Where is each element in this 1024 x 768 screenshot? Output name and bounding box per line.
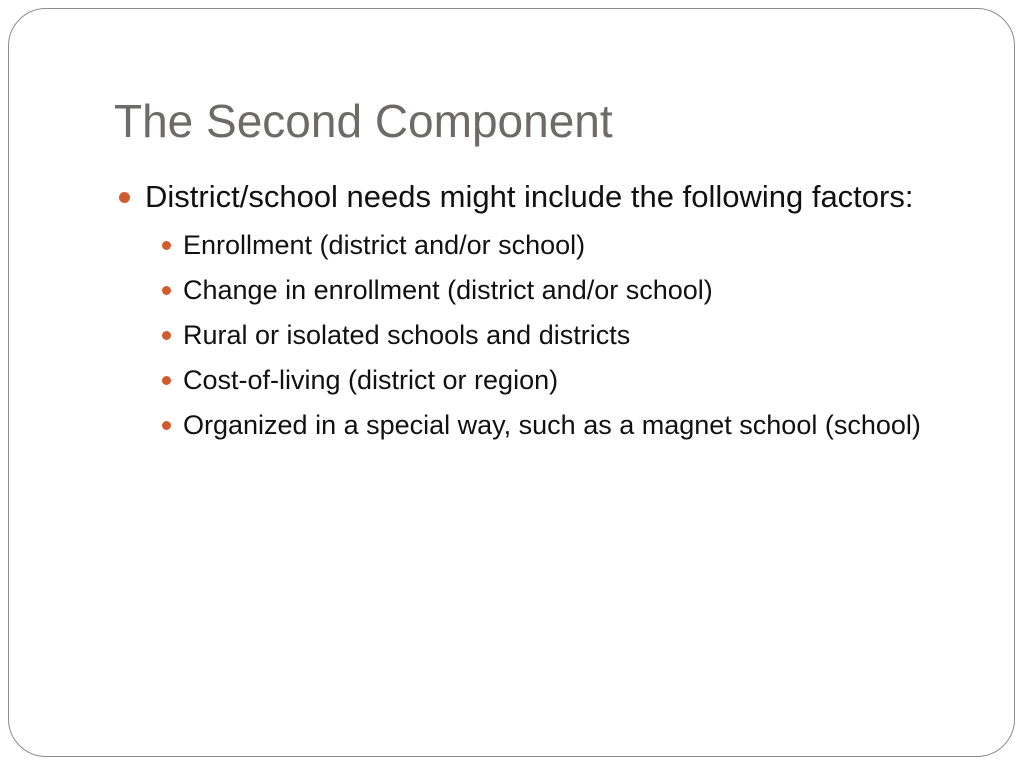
sub-bullet-list [145, 227, 955, 444]
bullet-dot-icon [162, 241, 171, 250]
bullet-dot-icon [162, 421, 171, 430]
main-bullet-item [115, 177, 955, 444]
sub-bullet-item [145, 227, 955, 264]
bullet-dot-icon [162, 376, 171, 385]
sub-bullet-item [145, 272, 955, 309]
sub-bullet-text: Rural or isolated schools and districts [183, 320, 631, 350]
bullet-dot-icon [119, 192, 130, 203]
slide-frame [8, 8, 1015, 757]
sub-bullet-text: Cost-of-living (district or region) [183, 365, 559, 395]
sub-bullet-item [145, 407, 955, 444]
sub-bullet-item [145, 317, 955, 354]
sub-bullet-text: Organized in a special way, such as a magnet school (school) [183, 410, 921, 440]
bullet-dot-icon [162, 331, 171, 340]
sub-bullet-item [145, 362, 955, 399]
sub-bullet-text: Enrollment (district and/or school) [183, 230, 586, 260]
main-bullet-text: District/school needs might include the following factors: [145, 179, 914, 214]
sub-bullet-text: Change in enrollment (district and/or school) [183, 275, 713, 305]
bullet-dot-icon [162, 286, 171, 295]
bullet-list [115, 177, 955, 452]
slide-title: The Second Component [114, 95, 613, 147]
